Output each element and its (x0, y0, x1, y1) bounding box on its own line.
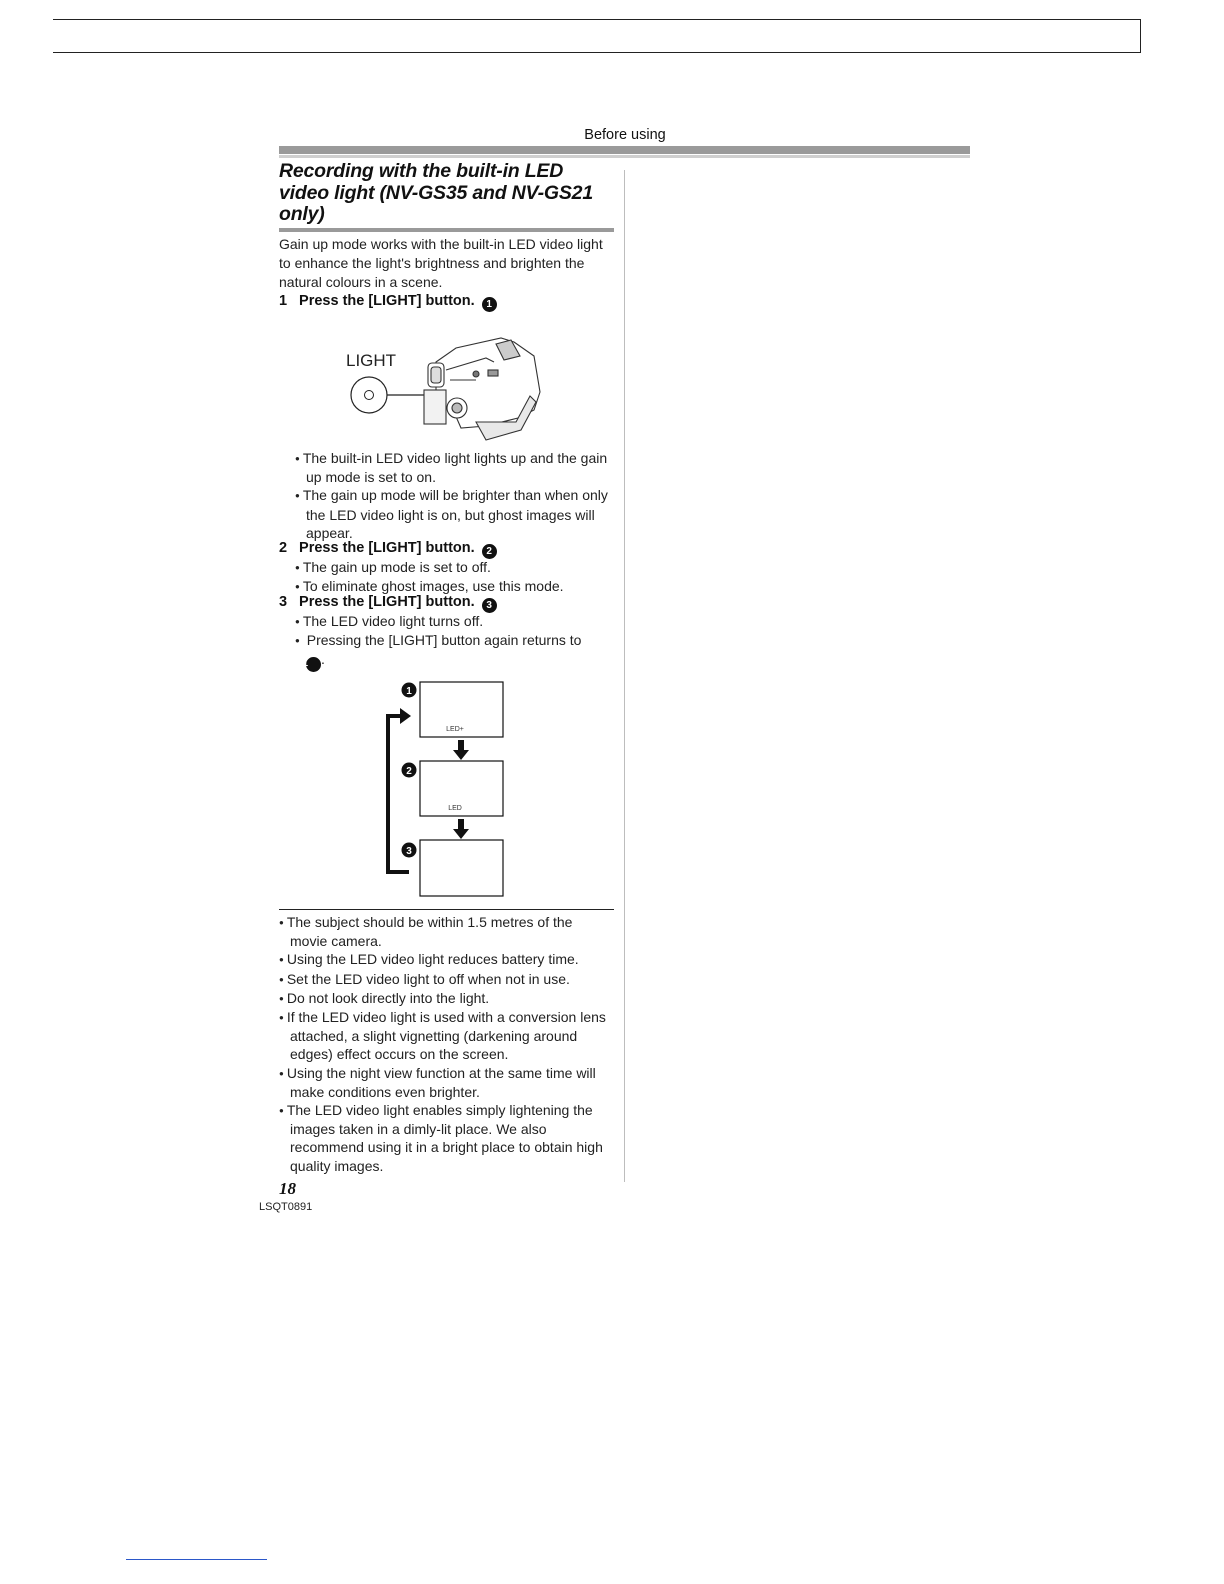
led-plus-indicator: LED+ (446, 726, 464, 733)
step-2 (279, 539, 619, 559)
step-3-bullets (295, 612, 611, 672)
circled-number-icon: 2 (482, 544, 497, 559)
step-3 (279, 593, 619, 613)
link-underline[interactable] (126, 1559, 267, 1560)
header-bar-underline (279, 155, 970, 158)
circled-number-icon: 1 (482, 297, 497, 312)
list-item: ● Using the LED video light reduces battery time. (279, 950, 611, 969)
step-1-bullets (295, 449, 611, 542)
list-item: ● The subject should be within 1.5 metres of the movie camera. (279, 913, 611, 950)
notes-list (279, 913, 611, 1175)
list-item: ● The gain up mode is set to off. (295, 558, 611, 577)
section-label: Before using (584, 127, 666, 143)
step-number: 2 (279, 540, 288, 556)
step-text: Press the [LIGHT] button. (299, 293, 475, 309)
light-button-label: LIGHT (346, 351, 397, 370)
light-button-icon (351, 377, 387, 413)
list-item: ● Pressing the [LIGHT] button again returns to 1 . (295, 631, 611, 672)
list-item-text: Pressing the [LIGHT] button again returns to (306, 632, 582, 649)
list-item: ● The gain up mode will be brighter than when only the LED video light is on, but ghost images will appear. (295, 486, 611, 542)
list-item: ● If the LED video light is used with a conversion lens attached, a slight vignetting (darkening around edges) effect occurs on the screen. (279, 1008, 611, 1064)
top-frame (53, 19, 1141, 53)
notes-rule (279, 909, 614, 910)
step-number: 1 (279, 293, 288, 309)
screen-marker: 2 (406, 766, 412, 777)
screen-marker: 1 (406, 686, 412, 697)
screen-marker: 3 (406, 846, 412, 857)
section-title: Recording with the built-in LED video light (NV-GS35 and NV-GS21 only) (279, 160, 593, 225)
circled-number-icon: 1 (306, 657, 321, 672)
list-item: ● The LED video light enables simply lightening the images taken in a dimly-lit place. We also recommend using it in a bright place to obtain high quality images. (279, 1101, 611, 1175)
return-arrow-icon (400, 708, 411, 724)
down-arrow-icon (453, 819, 469, 839)
step-text: Press the [LIGHT] button. (299, 540, 475, 556)
column-divider (624, 170, 625, 1182)
lcd-screen-3 (420, 840, 503, 896)
header-bar (279, 146, 970, 154)
intro-paragraph: Gain up mode works with the built-in LED video light to enhance the light's brightness and brighten the natural colours in a scene. (279, 236, 603, 290)
list-item: ● To eliminate ghost images, use this mode. (295, 577, 611, 596)
circled-number-icon: 3 (482, 598, 497, 613)
list-item: ● Do not look directly into the light. (279, 989, 611, 1008)
list-item: ● The built-in LED video light lights up and the gain up mode is set to on. (295, 449, 611, 486)
document-code: LSQT0891 (259, 1201, 313, 1213)
page-number: 18 (279, 1179, 296, 1198)
step-text: Press the [LIGHT] button. (299, 594, 475, 610)
step-1 (279, 292, 619, 312)
camcorder-icon (424, 338, 540, 440)
step-number: 3 (279, 594, 288, 610)
camera-figure (336, 330, 546, 445)
title-rule (279, 228, 614, 232)
light-mode-cycle-diagram (380, 676, 520, 902)
list-item: ● Set the LED video light to off when not in use. (279, 970, 611, 989)
step-2-bullets (295, 558, 611, 596)
down-arrow-icon (453, 740, 469, 760)
list-item: ● Using the night view function at the same time will make conditions even brighter. (279, 1064, 611, 1101)
list-item: ● The LED video light turns off. (295, 612, 611, 631)
led-indicator: LED (448, 805, 462, 812)
